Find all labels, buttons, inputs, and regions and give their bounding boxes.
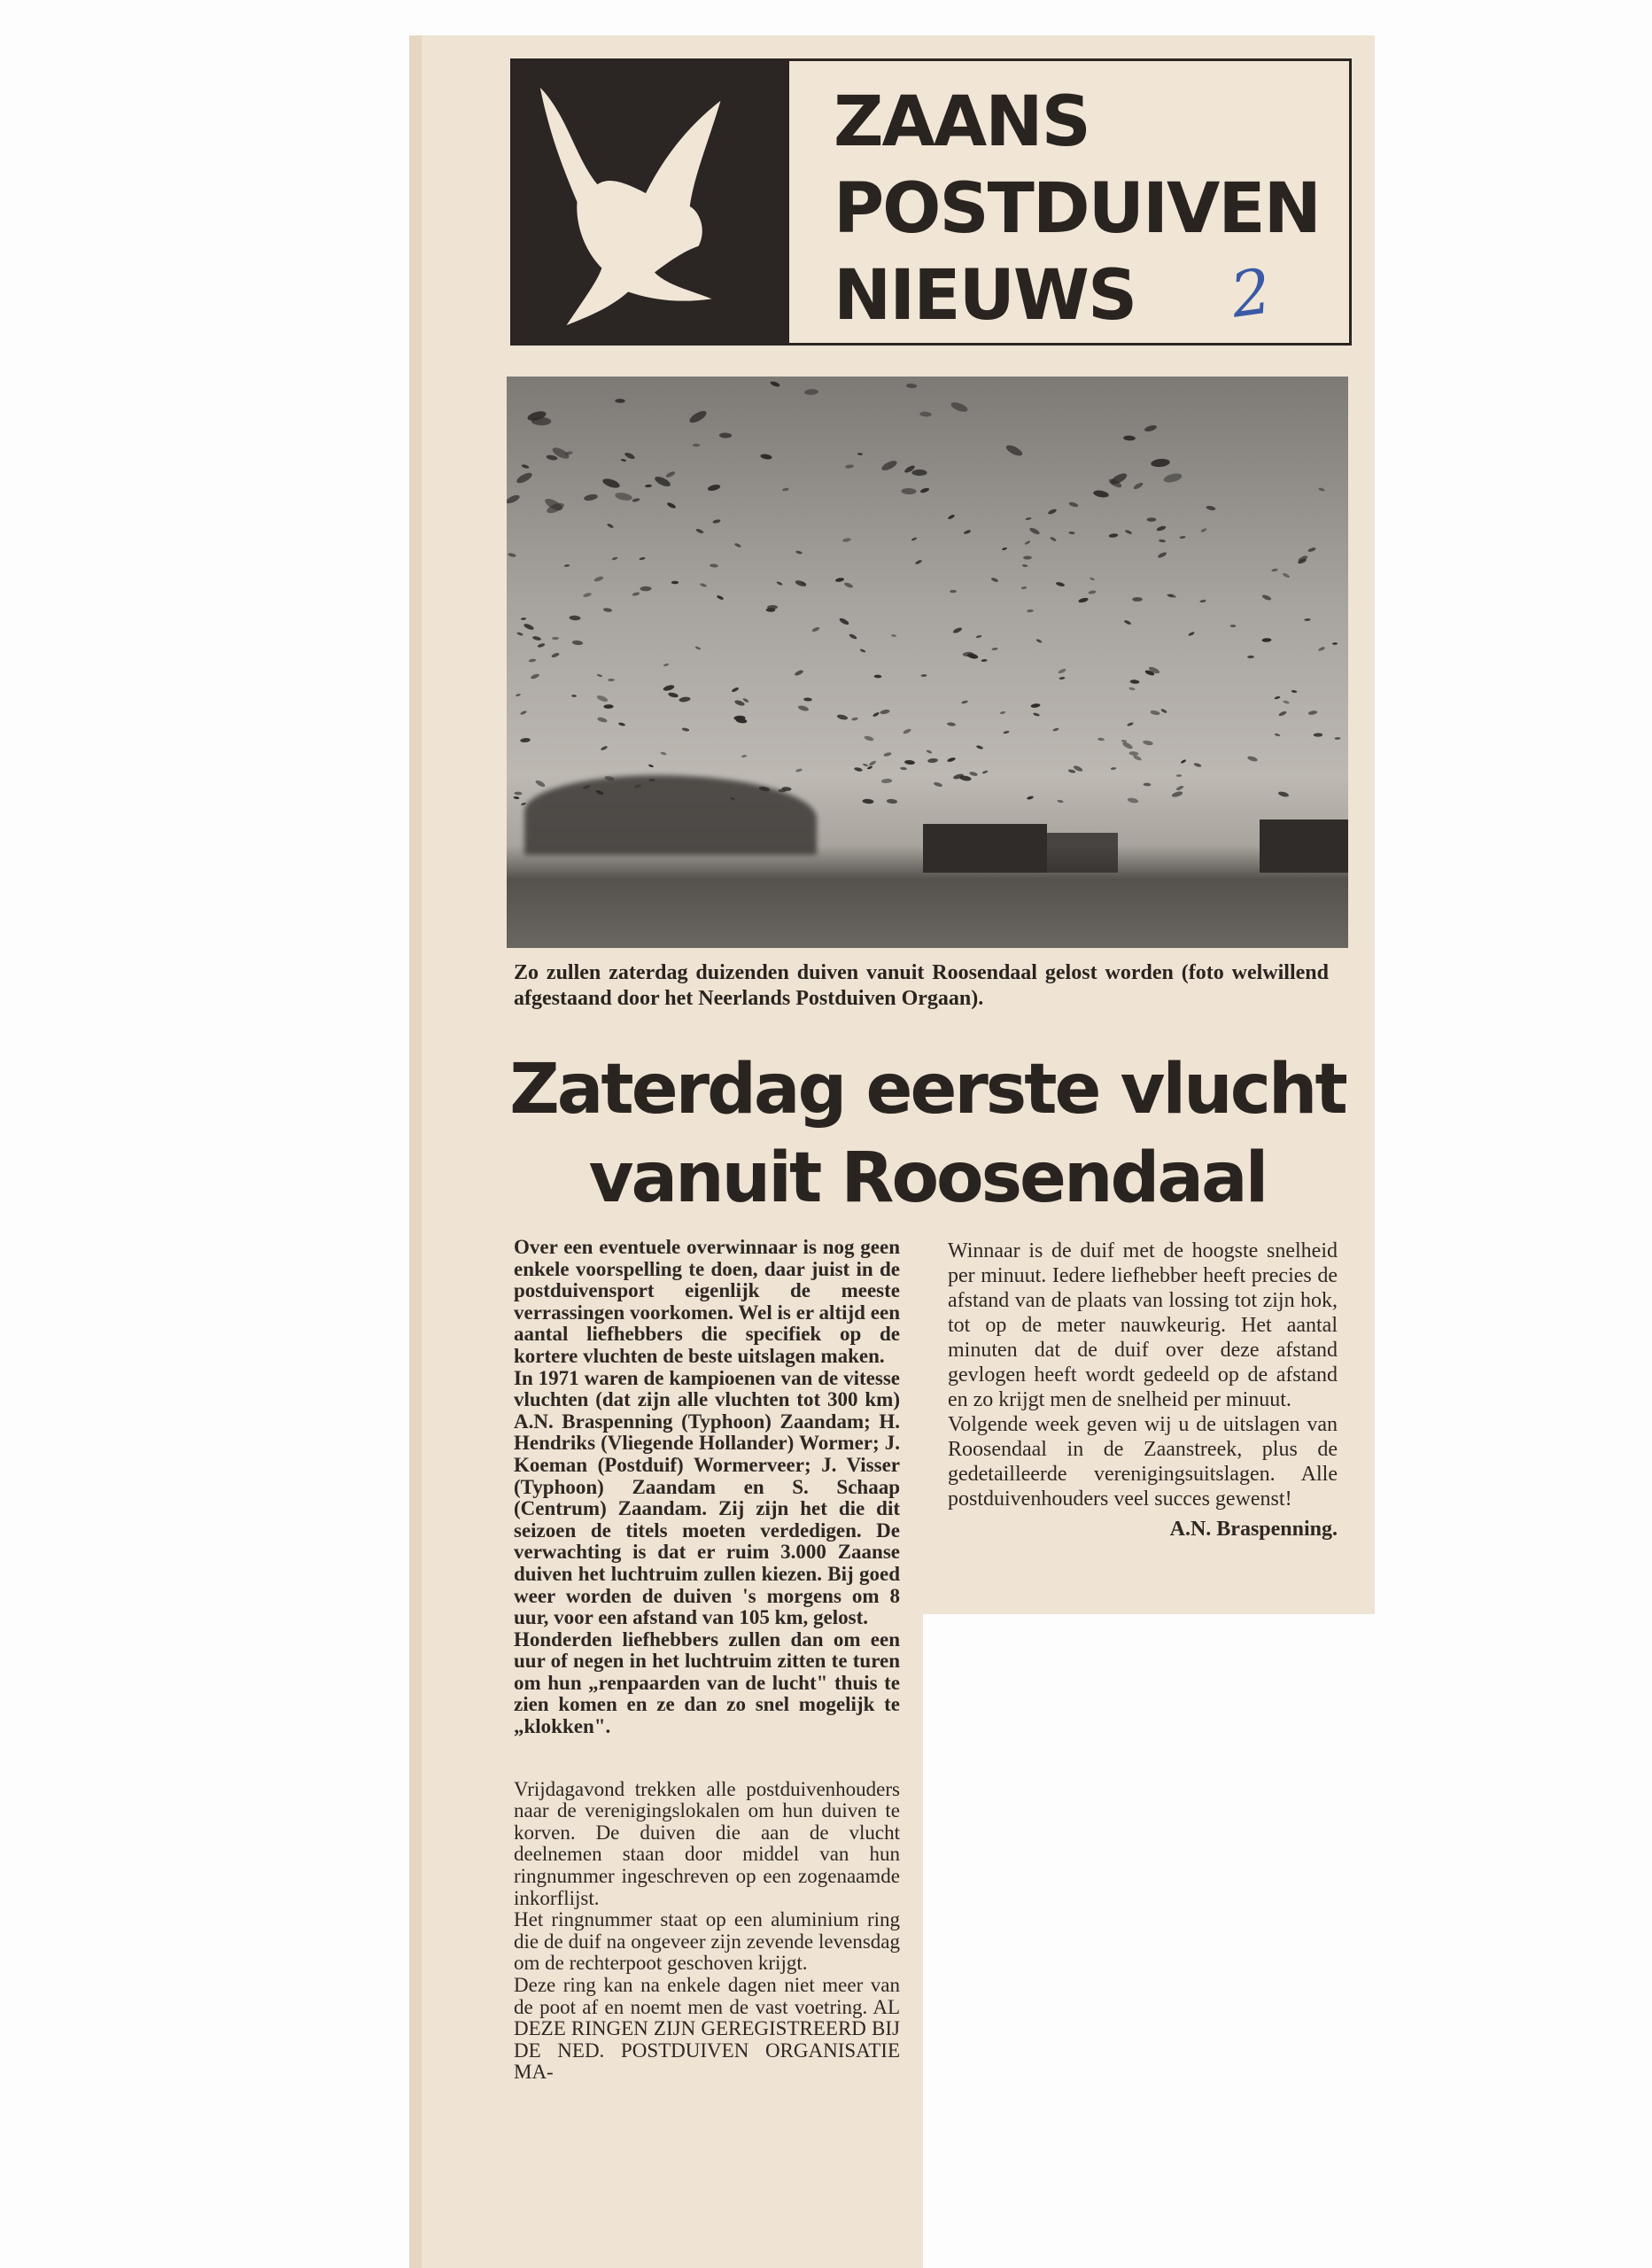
article-left-column: [514, 1237, 900, 2084]
bird-silhouette: [934, 781, 943, 788]
bird-silhouette: [887, 798, 898, 804]
bird-silhouette: [1110, 766, 1116, 770]
bird-silhouette: [953, 626, 964, 634]
bird-silhouette: [838, 617, 849, 626]
bird-silhouette: [1033, 712, 1040, 717]
bird-silhouette: [969, 772, 978, 778]
bird-silhouette: [1278, 710, 1287, 716]
bird-silhouette: [851, 717, 858, 720]
bird-silhouette: [883, 752, 892, 757]
bird-silhouette: [912, 470, 927, 476]
paragraph: Deze ring kan na enkele dagen niet meer van de poot af en noemt men de vast voetring. AL DEZE RINGEN ZIJN GEREGISTREERD BIJ DE NED. POSTDUIVEN ORGANISATIE MA-: [514, 1974, 900, 2084]
bird-silhouette: [843, 582, 854, 589]
bird-silhouette: [1035, 639, 1043, 644]
bird-silhouette: [1123, 436, 1136, 441]
paragraph: Over een eventuele overwinnaar is nog geen enkele voorspelling te doen, daar juist in de postduivensport eigenlijk de meeste verrassingen voorkomen. Wel is er altijd een aantal liefhebbers die specifiek op de kortere vluchten de beste uitslagen maken.: [514, 1236, 900, 1367]
photo-caption: Zo zullen zaterdag duizenden duiven vanuit Roosendaal gelost worden (foto welwillend afgestaand door het Neerlands Postduiven Orgaan).: [514, 961, 1329, 1010]
bird-silhouette: [812, 626, 821, 633]
bird-silhouette: [664, 470, 675, 478]
bird-silhouette: [1097, 738, 1105, 742]
bird-silhouette: [845, 464, 854, 469]
bird-silhouette: [710, 563, 718, 568]
bird-silhouette: [1150, 710, 1160, 716]
bird-silhouette: [795, 579, 807, 587]
bird-silhouette: [531, 636, 541, 641]
bird-silhouette: [679, 696, 691, 703]
bird-silhouette: [1109, 533, 1119, 539]
bird-silhouette: [537, 643, 546, 649]
bird-silhouette: [1025, 517, 1031, 520]
bird-silhouette: [571, 695, 577, 697]
paragraph: Honderden liefhebbers zullen dan om een uur of negen in het luchtruim zitten te turen om hun „renpaarden van de lucht" thuis te zien komen en ze dan zo snel mogelijk te „klokken".: [514, 1627, 900, 1738]
bird-silhouette: [795, 669, 804, 676]
bird-silhouette: [1181, 758, 1187, 764]
bird-silhouette: [1058, 668, 1066, 675]
bird-silhouette: [1052, 727, 1059, 732]
masthead-line: POSTDUIVEN: [834, 169, 1320, 249]
bird-silhouette: [967, 653, 980, 660]
bird-silhouette: [982, 770, 989, 774]
bird-silhouette: [1128, 687, 1136, 691]
bird-silhouette: [615, 399, 624, 403]
bird-silhouette: [1200, 528, 1207, 533]
bird-silhouette: [964, 529, 972, 534]
paragraph: Volgende week geven wij u de uitslagen van Roosendaal in de Zaanstreek, plus de gedetailleerde verenigingsuitslagen. Alle postduivenhouders veel succes gewenst!: [948, 1413, 1338, 1511]
bird-silhouette: [920, 674, 927, 677]
bird-silhouette: [516, 632, 524, 636]
bird-silhouette: [671, 581, 679, 585]
bird-silhouette: [795, 768, 803, 773]
bird-silhouette: [1055, 581, 1065, 587]
bird-silhouette: [1027, 796, 1034, 800]
bird-silhouette: [854, 767, 863, 773]
bird-silhouette: [1305, 618, 1312, 622]
bird-silhouette: [513, 796, 519, 800]
bird-silhouette: [770, 380, 780, 387]
bird-silhouette: [1050, 537, 1057, 542]
bird-silhouette: [1291, 689, 1297, 693]
headline-line: Zaterdag eerste vlucht: [509, 1050, 1346, 1130]
bird-silhouette: [618, 722, 626, 726]
bird-silhouette: [1144, 782, 1152, 786]
bird-silhouette: [516, 470, 534, 485]
bird-silhouette: [1169, 594, 1177, 599]
bird-silhouette: [1314, 733, 1323, 737]
bird-silhouette: [999, 711, 1005, 714]
bird-silhouette: [795, 550, 803, 555]
bird-silhouette: [947, 757, 956, 763]
bird-silhouette: [601, 745, 609, 751]
bird-silhouette: [640, 586, 652, 592]
bird-silhouette: [864, 734, 874, 741]
bird-silhouette: [571, 640, 583, 645]
bird-silhouette: [981, 659, 988, 663]
bird-silhouette: [668, 692, 679, 698]
bird-silhouette: [1001, 548, 1006, 551]
bird-silhouette: [782, 488, 789, 493]
bird-silhouette: [604, 705, 614, 710]
bird-silhouette: [880, 709, 890, 715]
bird-silhouette: [583, 592, 592, 598]
bird-silhouette: [1047, 508, 1057, 515]
bird-silhouette: [639, 556, 645, 560]
bird-silhouette: [948, 514, 956, 520]
bird-silhouette: [927, 757, 938, 763]
bird-silhouette: [694, 646, 701, 650]
bird-silhouette: [607, 524, 615, 530]
masthead-line: ZAANS: [834, 82, 1090, 162]
bird-silhouette: [1004, 443, 1024, 458]
bird-silhouette: [1200, 599, 1207, 602]
bird-silhouette: [1089, 577, 1095, 581]
bird-silhouette: [860, 649, 866, 653]
bird-silhouette: [947, 722, 956, 726]
bird-silhouette: [760, 453, 772, 460]
bird-silhouette: [1003, 730, 1009, 734]
bird-silhouette: [1058, 799, 1065, 803]
bird-silhouette: [1307, 711, 1317, 716]
bird-silhouette: [1176, 785, 1185, 791]
bird-silhouette: [915, 559, 923, 565]
bird-silhouette: [660, 751, 667, 756]
bird-silhouette: [508, 552, 516, 557]
photo-treeline: [524, 775, 817, 855]
bird-silhouette: [666, 502, 677, 510]
bird-silhouette: [1144, 424, 1157, 433]
bird-silhouette: [880, 459, 898, 472]
masthead: [510, 58, 1352, 346]
bird-silhouette: [1132, 597, 1143, 602]
bird-silhouette: [1159, 539, 1166, 542]
bird-silhouette: [1092, 489, 1109, 498]
bird-silhouette: [551, 652, 560, 658]
bird-silhouette: [632, 592, 640, 597]
bird-silhouette: [584, 493, 599, 501]
article-headline: [507, 1045, 1348, 1223]
bird-silhouette: [1027, 610, 1034, 613]
bird-silhouette: [1206, 505, 1216, 511]
pigeons-photo: [507, 377, 1348, 948]
bird-silhouette: [990, 578, 998, 583]
bird-silhouette: [601, 477, 621, 489]
bird-silhouette: [700, 582, 708, 587]
bird-silhouette: [1274, 696, 1280, 701]
photo-trailer: [1047, 833, 1118, 873]
paragraph: In 1971 waren de kampioenen van de vitesse vluchten (dat zijn alle vluchten tot 300 km) A.N. Braspenning (Typhoon) Zaandam; H. Hendriks (Vliegende Hollander) Wormer; J. Koeman (Postduif) Wormerveer; J. Visser (Typhoon) Zaandam en S. Schaap (Centrum) Zaandam. Zij zijn het die dit seizoen de titels moeten verdedigen. De verwachting is dat er ruim 3.000 Zaanse duiven het luchtruim zullen kiezen. Bij goed weer worden de duiven 's morgens om 8 uur, voor een afstand van 105 km, gelost.: [514, 1366, 900, 1629]
photo-vehicle: [1260, 819, 1348, 873]
bird-silhouette: [1334, 737, 1340, 740]
bird-silhouette: [693, 444, 701, 447]
photo-truck: [923, 824, 1047, 873]
bird-silhouette: [1151, 458, 1170, 468]
bird-silhouette: [515, 792, 523, 796]
paragraph: Vrijdagavond trekken alle postduivenhouders naar de verenigingslokalen om hun duiven te korven. De duiven die aan de vlucht deelnemen staan door middel van hun ringnummer ingeschreven op een zogenaamde inkorflijst.: [514, 1777, 900, 1909]
bird-silhouette: [849, 633, 857, 640]
headline-line: vanuit Roosendaal: [588, 1138, 1267, 1218]
bird-silhouette: [687, 408, 708, 424]
bird-silhouette: [713, 518, 722, 524]
bird-silhouette: [708, 484, 722, 492]
bird-silhouette: [1132, 482, 1144, 491]
bird-silhouette: [594, 575, 605, 582]
bird-silhouette: [1128, 796, 1139, 804]
bird-silhouette: [1146, 517, 1156, 521]
bird-silhouette: [1130, 680, 1140, 684]
bird-silhouette: [797, 705, 809, 712]
bird-silhouette: [521, 617, 526, 620]
bird-silhouette: [1162, 472, 1183, 485]
bird-silhouette: [900, 767, 907, 771]
bird-silhouette: [1282, 572, 1290, 579]
bird-silhouette: [834, 578, 844, 583]
article-right-column: [948, 1239, 1338, 1542]
bird-silhouette: [1171, 790, 1183, 798]
bird-silhouette: [1020, 586, 1027, 590]
paragraph: Het ringnummer staat op een aluminium ring die de duif na ongeveer zijn zevende levensdag om de rechterpoot geschoven krijgt.: [514, 1908, 900, 1975]
bird-silhouette: [1160, 708, 1167, 713]
clipping-fold-edge: [409, 35, 422, 2268]
bird-silhouette: [1021, 564, 1028, 568]
bird-silhouette: [632, 497, 640, 502]
bird-silhouette: [516, 693, 522, 696]
bird-silhouette: [1068, 501, 1079, 509]
bird-silhouette: [901, 487, 916, 493]
bird-silhouette: [528, 658, 536, 663]
paragraph: Winnaar is de duif met de hoogste snelheid per minuut. Iedere liefhebber heeft precies de afstand van de plaats van lossing tot zijn hok, tot op de meter nauwkeurig. Het aantal minuten dat de duif over deze afstand gevlogen heeft wordt gedeeld op de afstand en zo krijgt men de snelheid per minuut.: [948, 1239, 1338, 1411]
bird-silhouette: [531, 673, 540, 680]
bird-silhouette: [741, 755, 747, 758]
bird-silhouette: [1030, 703, 1040, 708]
bird-silhouette: [719, 433, 733, 439]
bird-silhouette: [950, 400, 969, 414]
bird-silhouette: [663, 684, 675, 692]
bird-silhouette: [919, 412, 932, 417]
bird-silhouette: [1318, 646, 1326, 651]
bird-silhouette: [1127, 721, 1134, 726]
bird-silhouette: [950, 590, 957, 593]
bird-silhouette: [614, 492, 632, 502]
bird-silhouette: [519, 710, 526, 715]
bird-silhouette: [597, 673, 603, 678]
bird-silhouette: [874, 674, 882, 678]
bird-silhouette: [521, 463, 530, 469]
bird-silhouette: [1059, 677, 1065, 680]
bird-silhouette: [975, 635, 981, 640]
bird-silhouette: [1318, 486, 1325, 491]
bird-silhouette: [1179, 535, 1185, 539]
author-signature: A.N. Braspenning.: [1169, 1518, 1338, 1541]
bird-silhouette: [776, 581, 783, 586]
bird-silhouette: [734, 542, 742, 548]
bird-silhouette: [920, 487, 930, 494]
bird-silhouette: [766, 608, 776, 612]
masthead-line: NIEUWS: [834, 256, 1136, 336]
bird-silhouette: [1261, 594, 1272, 601]
bird-silhouette: [1158, 551, 1168, 559]
bird-silhouette: [903, 727, 911, 734]
bird-silhouette: [1029, 526, 1041, 535]
bird-silhouette: [803, 698, 812, 703]
bird-silhouette: [1271, 568, 1278, 572]
bird-silhouette: [1088, 590, 1097, 594]
bird-silhouette: [862, 798, 873, 804]
bird-silhouette: [926, 750, 933, 754]
bird-silhouette: [1068, 532, 1074, 534]
bird-silhouette: [1261, 638, 1271, 642]
bird-silhouette: [624, 451, 635, 460]
bird-silhouette: [1307, 547, 1316, 553]
bird-silhouette: [1278, 791, 1290, 798]
bird-silhouette: [1332, 642, 1338, 645]
bird-silhouette: [507, 493, 521, 505]
bird-silhouette: [523, 622, 534, 631]
bird-silhouette: [612, 556, 618, 561]
bird-silhouette: [1123, 619, 1131, 625]
bird-silhouette: [1193, 763, 1201, 768]
bird-silhouette: [564, 563, 570, 566]
bird-silhouette: [1283, 700, 1290, 704]
bird-silhouette: [620, 458, 626, 462]
bird-silhouette: [1142, 740, 1152, 746]
bird-silhouette: [608, 679, 615, 681]
bird-silhouette: [836, 713, 848, 720]
bird-silhouette: [1023, 555, 1032, 559]
bird-silhouette: [1247, 656, 1254, 659]
bird-silhouette: [663, 664, 670, 668]
bird-silhouette: [911, 537, 917, 541]
bird-silhouette: [696, 528, 705, 534]
bird-silhouette: [552, 637, 559, 640]
bird-silhouette: [682, 727, 690, 732]
bird-silhouette: [716, 595, 724, 602]
bird-silhouette: [781, 786, 791, 790]
dove-logo-icon: [513, 61, 789, 343]
bird-silhouette: [1156, 525, 1167, 532]
bird-silhouette: [881, 779, 893, 784]
bird-silhouette: [975, 745, 983, 750]
bird-silhouette: [857, 453, 863, 455]
bird-silhouette: [1188, 631, 1195, 636]
bird-silhouette: [891, 634, 896, 637]
bird-silhouette: [842, 538, 851, 543]
bird-silhouette: [648, 764, 655, 767]
bird-silhouette: [1124, 529, 1132, 535]
bird-silhouette: [904, 760, 915, 765]
bird-silhouette: [1246, 755, 1258, 762]
bird-silhouette: [1275, 733, 1281, 737]
handwritten-page-number: 2: [1226, 254, 1276, 332]
bird-silhouette: [648, 779, 655, 781]
bird-silhouette: [731, 687, 739, 693]
bird-silhouette: [804, 389, 818, 396]
bird-silhouette: [531, 417, 552, 426]
bird-silhouette: [520, 738, 531, 743]
bird-silhouette: [603, 608, 613, 613]
bird-silhouette: [1175, 774, 1182, 777]
bird-silhouette: [1025, 540, 1032, 546]
bird-silhouette: [569, 616, 580, 621]
bird-silhouette: [534, 779, 546, 788]
bird-silhouette: [1229, 625, 1236, 627]
bird-silhouette: [905, 384, 917, 389]
bird-silhouette: [596, 694, 609, 703]
bird-silhouette: [644, 484, 651, 487]
bird-silhouette: [597, 717, 608, 724]
bird-silhouette: [1078, 597, 1089, 603]
bird-silhouette: [872, 711, 879, 718]
bird-silhouette: [992, 647, 998, 650]
bird-silhouette: [961, 700, 968, 704]
